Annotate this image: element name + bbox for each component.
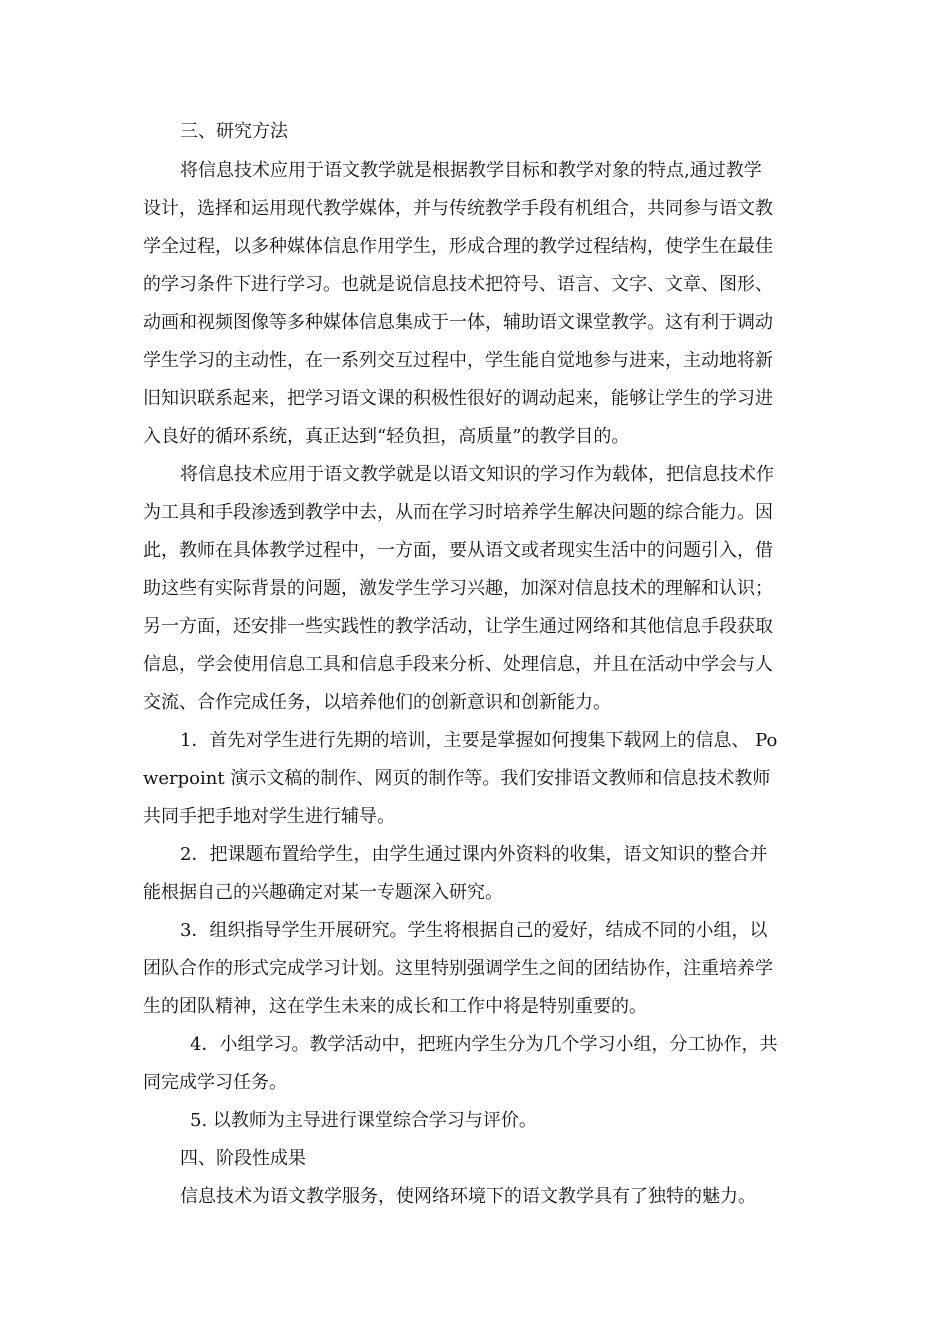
paragraph-line: 学生学习的主动性，在一系列交互过程中，学生能自觉地参与进来，主动地将新: [143, 350, 773, 371]
paragraph-line: 此，教师在具体教学过程中，一方面，要从语文或者现实生活中的问题引入，借: [143, 540, 773, 561]
list-item-line: 3．组织指导学生开展研究。学生将根据自己的爱好，结成不同的小组，以: [180, 920, 768, 941]
list-item-5: 5. 以教师为主导进行课堂综合学习与评价。: [190, 1110, 537, 1131]
list-item-line: 同完成学习任务。: [143, 1072, 287, 1093]
list-item-line: 4．小组学习。教学活动中，把班内学生分为几个学习小组，分工协作，共: [190, 1034, 778, 1055]
paragraph-line: 交流、合作完成任务，以培养他们的创新意识和创新能力。: [143, 692, 611, 713]
list-item-line: 团队合作的形式完成学习计划。这里特别强调学生之间的团结协作，注重培养学: [143, 958, 773, 979]
list-item-line: 2．把课题布置给学生，由学生通过课内外资料的收集，语文知识的整合并: [180, 844, 768, 865]
paragraph-last: 信息技术为语文教学服务，使网络环境下的语文教学具有了独特的魅力。: [180, 1186, 756, 1207]
list-item-line: 能根据自己的兴趣确定对某一专题深入研究。: [143, 882, 503, 903]
paragraph-line: 动画和视频图像等多种媒体信息集成于一体，辅助语文课堂教学。这有利于调动: [143, 312, 773, 333]
paragraph-line: 将信息技术应用于语文教学就是以语文知识的学习作为载体，把信息技术作: [180, 464, 774, 485]
paragraph-line: 助这些有实际背景的问题，激发学生学习兴趣，加深对信息技术的理解和认识；: [143, 578, 773, 599]
paragraph-line: 的学习条件下进行学习。也就是说信息技术把符号、语言、文字、文章、图形、: [143, 274, 773, 295]
list-item-line: 共同手把手地对学生进行辅导。: [143, 806, 395, 827]
section-heading-stage-results: 四、阶段性成果: [180, 1148, 306, 1169]
list-item-line: 1．首先对学生进行先期的培训，主要是掌握如何搜集下载网上的信息、 Po: [180, 730, 778, 751]
paragraph-line: 为工具和手段渗透到教学中去，从而在学习时培养学生解决问题的综合能力。因: [143, 502, 773, 523]
section-heading-research-methods: 三、研究方法: [180, 121, 288, 142]
paragraph-line: 旧知识联系起来，把学习语文课的积极性很好的调动起来，能够让学生的学习进: [143, 388, 773, 409]
paragraph-line: 学全过程，以多种媒体信息作用学生，形成合理的教学过程结构，使学生在最佳: [143, 236, 773, 257]
paragraph-line: 将信息技术应用于语文教学就是根据教学目标和教学对象的特点,通过教学: [180, 160, 762, 181]
paragraph-line: 信息，学会使用信息工具和信息手段来分析、处理信息，并且在活动中学会与人: [143, 654, 773, 675]
paragraph-line: 入良好的循环系统，真正达到“轻负担，高质量”的教学目的。: [143, 426, 630, 447]
paragraph-line: 设计，选择和运用现代教学媒体，并与传统教学手段有机组合，共同参与语文教: [143, 198, 773, 219]
list-item-line: werpoint 演示文稿的制作、网页的制作等。我们安排语文教师和信息技术教师: [143, 768, 771, 789]
list-item-line: 生的团队精神，这在学生未来的成长和工作中将是特别重要的。: [143, 996, 647, 1017]
paragraph-line: 另一方面，还安排一些实践性的教学活动，让学生通过网络和其他信息手段获取: [143, 616, 773, 637]
